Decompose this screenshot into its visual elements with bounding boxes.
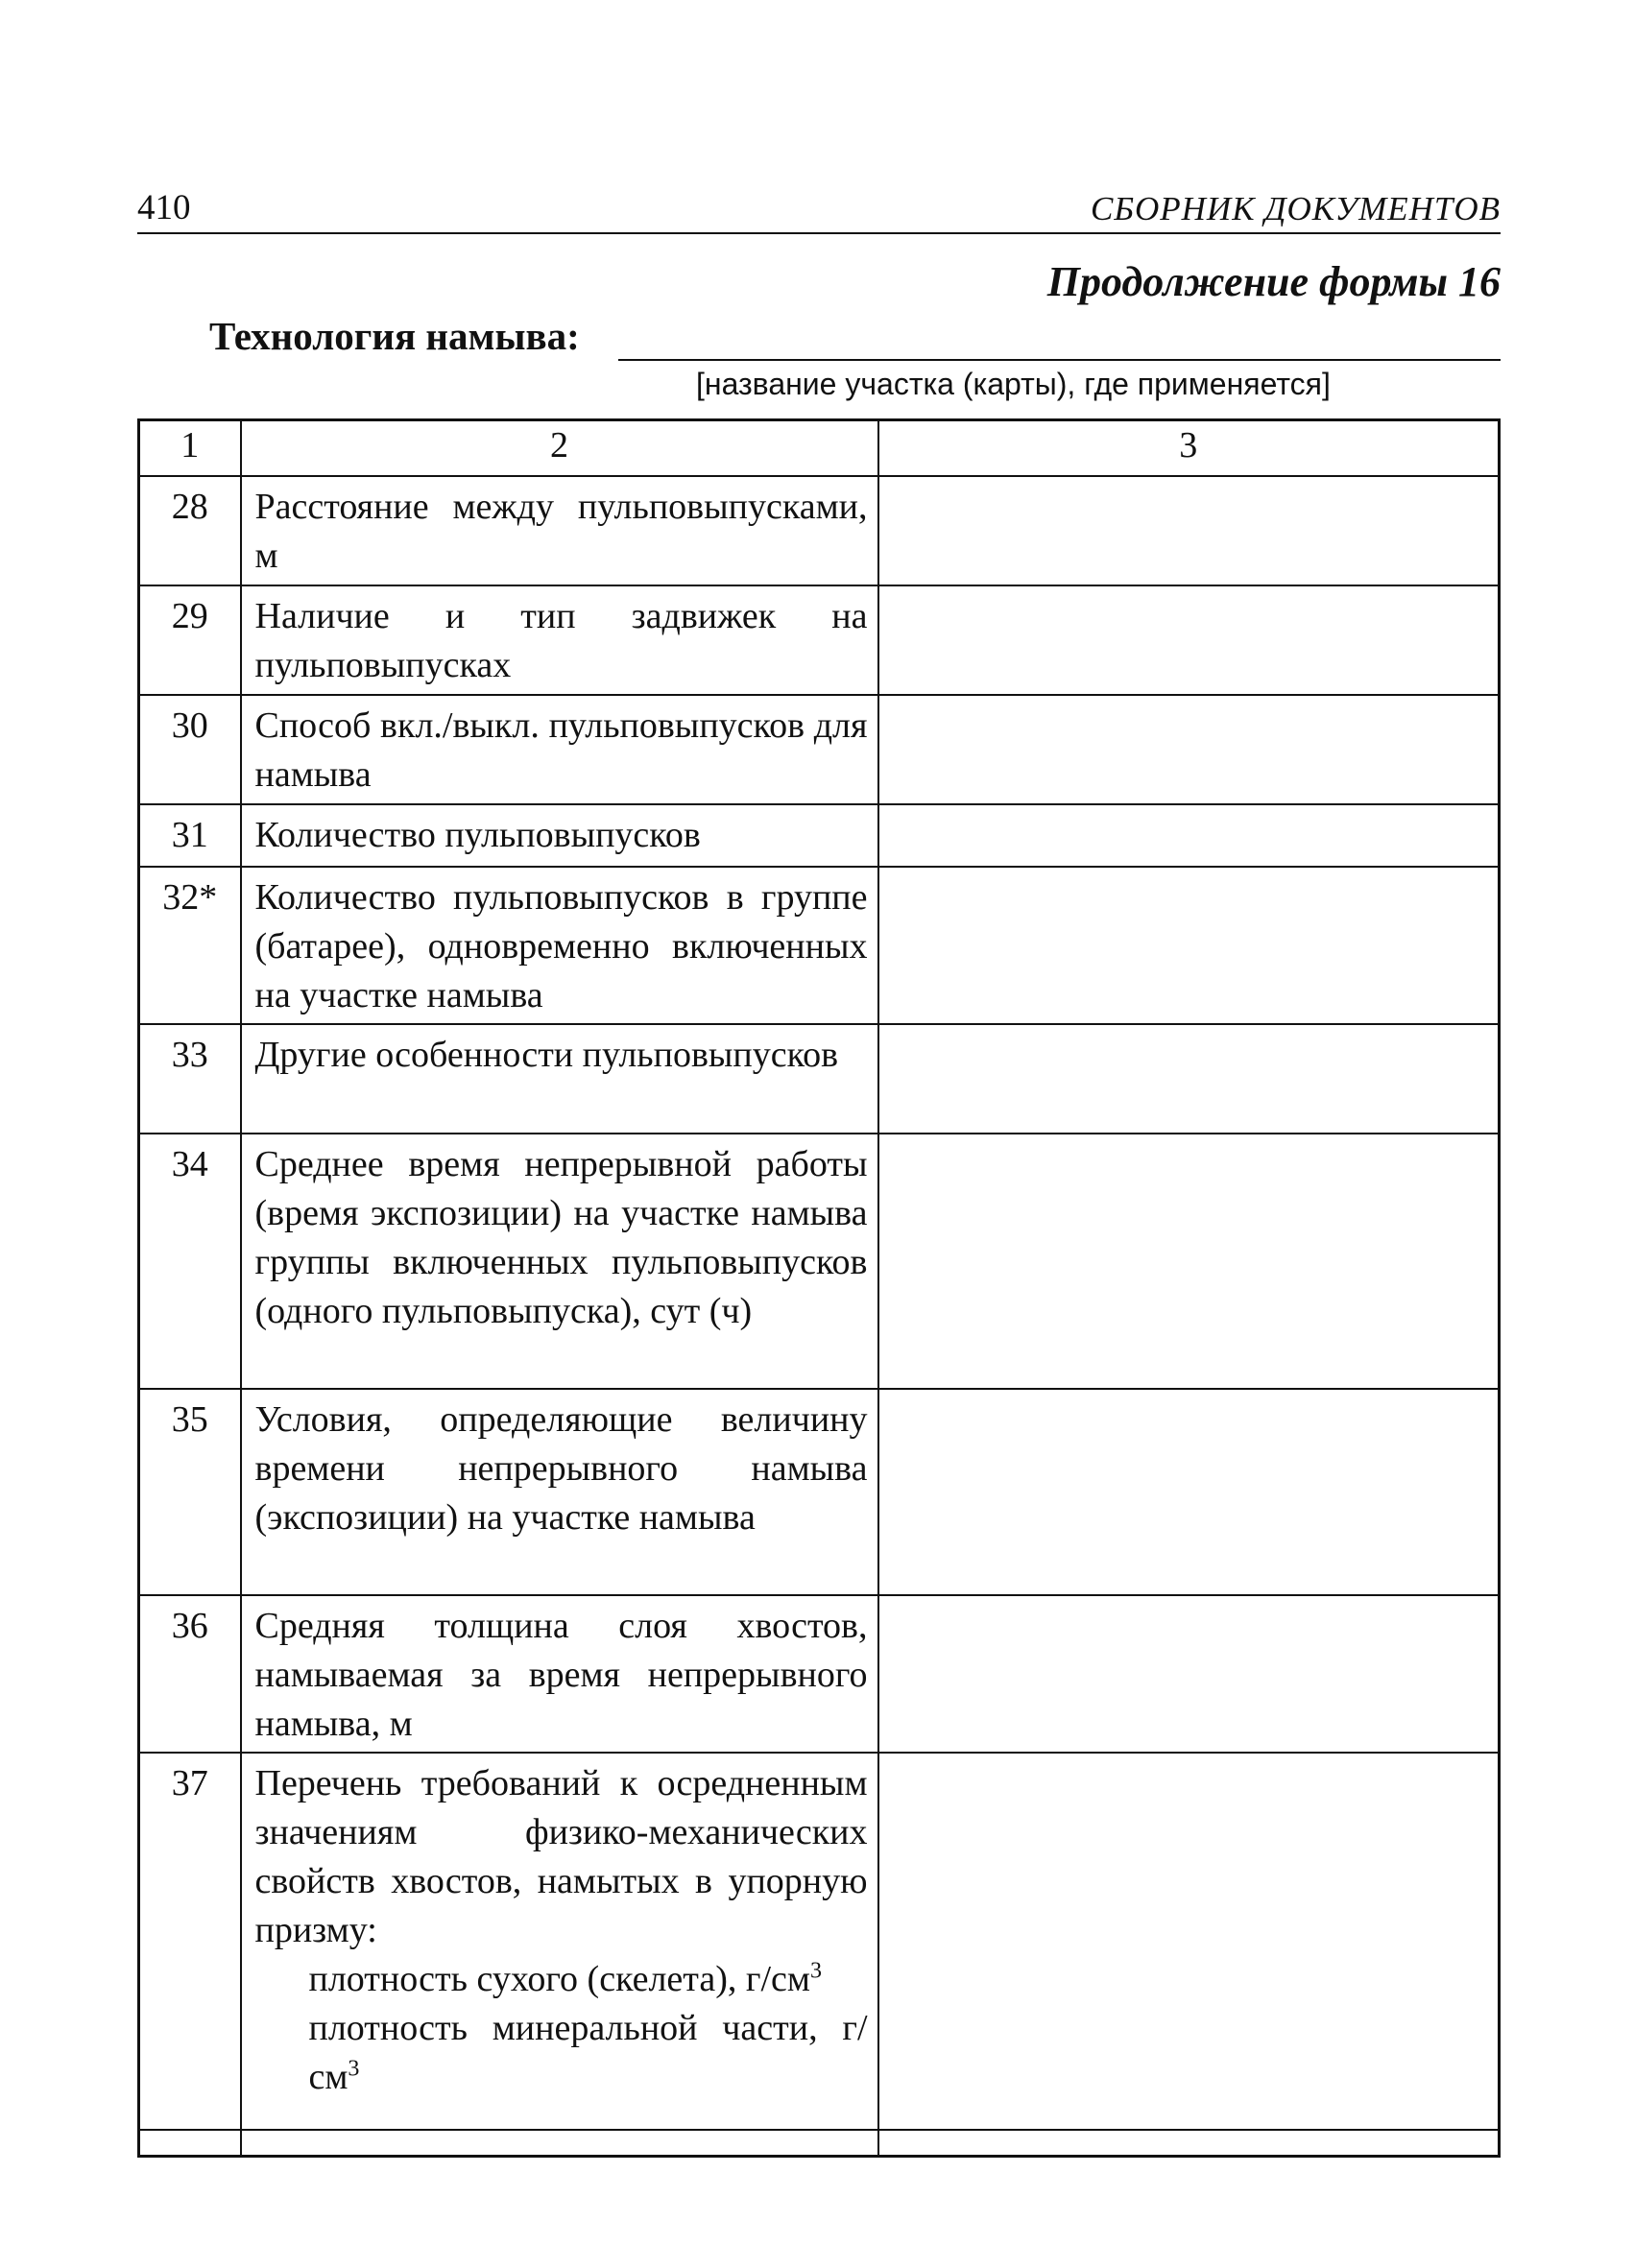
technology-field [209,313,1501,370]
row-description: Средняя толщина слоя хвостов, намываемая за время непрерывного намыва, м [241,1595,878,1753]
row-value-cell[interactable] [878,1595,1500,1753]
row-value-cell[interactable] [878,804,1500,867]
row-value-cell[interactable] [878,1389,1500,1595]
row-number: 33 [139,1024,241,1134]
table-header-row [139,420,1500,477]
row-value-cell[interactable] [878,476,1500,585]
row-number: 37 [139,1753,241,2157]
technology-hint: [название участка (карты), где применяется] [696,367,1331,401]
row-description: Количество пульповыпусков [241,804,878,867]
table-row [139,585,1500,695]
superscript: 3 [348,2056,360,2082]
table-row [139,1024,1500,1134]
table-row [139,1389,1500,1595]
page-number: 410 [137,188,191,227]
table-header-cell: 1 [139,420,241,477]
continuation-title: Продолжение формы 16 [1046,258,1501,305]
row-value-cell[interactable] [878,867,1500,1024]
row-value-cell[interactable] [878,695,1500,804]
row-description-cell [241,1753,878,2157]
table-row [139,867,1500,1024]
row-description: Другие особенности пульповыпусков [241,1024,878,1134]
row-value-cell[interactable] [878,1134,1500,1389]
table-row [139,1753,1500,2157]
table-row [139,695,1500,804]
bottom-rule [137,2129,1501,2131]
row-number: 34 [139,1134,241,1389]
page-header [137,182,1501,234]
table-row [139,1595,1500,1753]
row-description: Условия, определяющие величину времени непрерывного намыва (экспозиции) на участке намыва [241,1389,878,1595]
sub-item-text: плотность сухого (скелета), г/см [308,1959,810,1999]
row-value-cell[interactable] [878,1024,1500,1134]
sub-item-text: плотность минеральной части, г/см [308,2008,868,2097]
sub-item-mineral-density [255,2004,868,2102]
sub-item-dry-density [255,1955,868,2004]
superscript: 3 [809,1958,822,1984]
row-description: Наличие и тип задвижек на пульповыпусках [241,585,878,695]
table-row [139,476,1500,585]
row-number: 31 [139,804,241,867]
table-row [139,1134,1500,1389]
row-description: Количество пульповыпусков в группе (батарее), одновременно включенных на участке намыва [241,867,878,1024]
row-number: 29 [139,585,241,695]
table-header-cell: 2 [241,420,878,477]
row-number: 28 [139,476,241,585]
form-table [137,418,1501,2158]
row-description: Перечень требований к осредненным значениям физико-механических свойств хвостов, намытых в упорную призму: [254,1763,868,1950]
row-number: 35 [139,1389,241,1595]
row-number: 30 [139,695,241,804]
row-value-cell[interactable] [878,585,1500,695]
technology-blank-line [618,359,1501,361]
technology-label: Технология намыва: [209,314,580,358]
row-description: Расстояние между пульповыпусками, м [241,476,878,585]
running-title: СБОРНИК ДОКУМЕНТОВ [1091,190,1501,227]
table-row [139,804,1500,867]
table-header-cell: 3 [878,420,1500,477]
row-number: 32* [139,867,241,1024]
row-number: 36 [139,1595,241,1753]
row-value-cell[interactable] [878,1753,1500,2157]
row-description: Среднее время непрерывной работы (время экспозиции) на участке намыва группы включенных пульповыпусков (одного пульповыпуска), сут (ч) [241,1134,878,1389]
row-description: Способ вкл./выкл. пульповыпусков для намыва [241,695,878,804]
